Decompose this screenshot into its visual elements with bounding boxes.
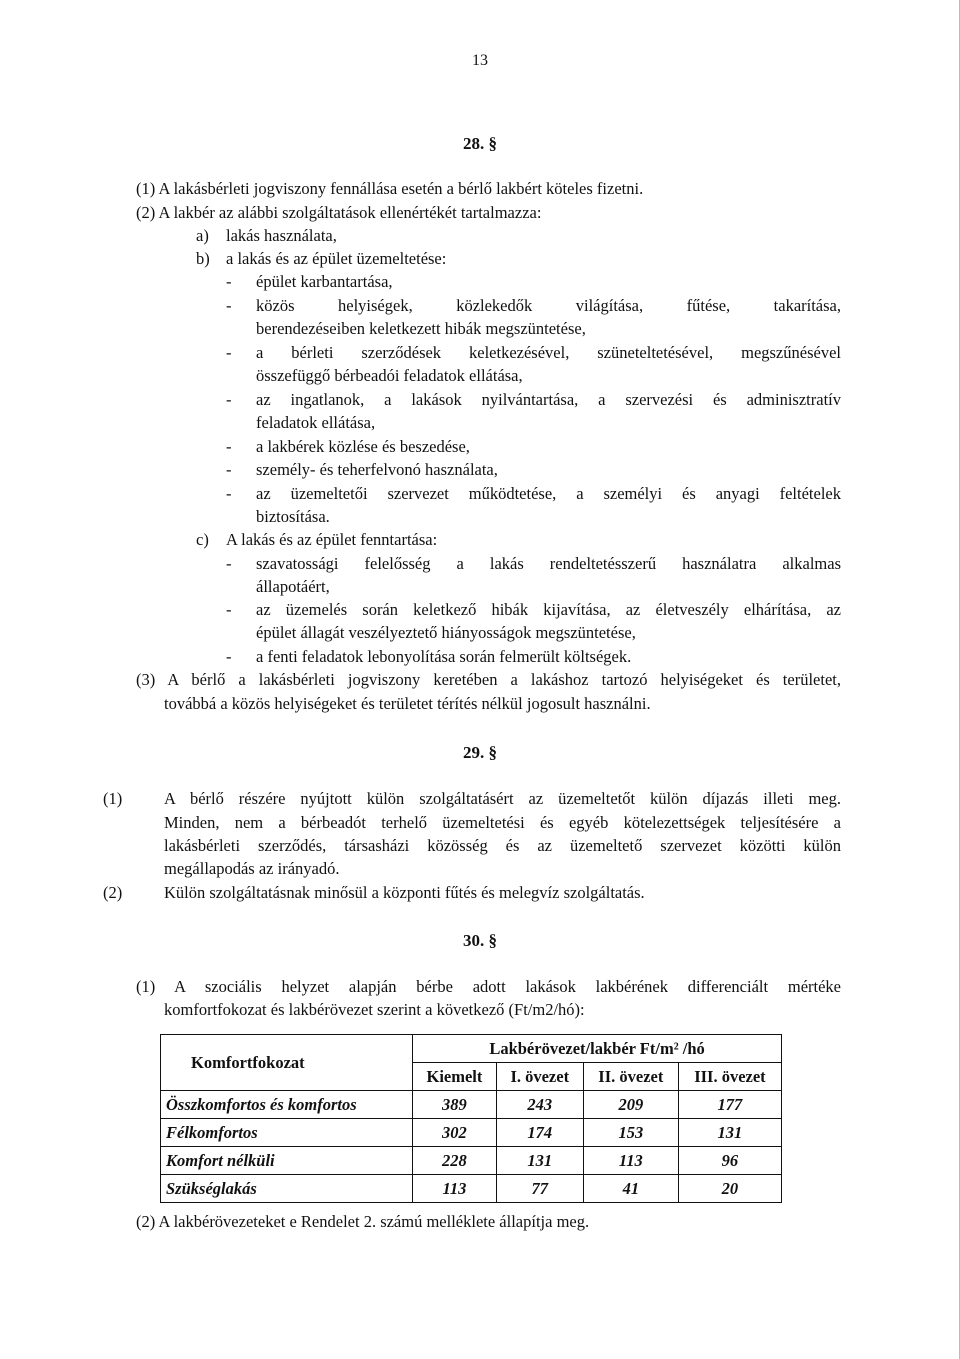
s28-c-item-2-cont: épület állagát veszélyeztető hiányosságok megszüntetése, <box>256 623 636 642</box>
table-col-head-komfortfokozat: Komfortfokozat <box>161 1035 413 1091</box>
s28-b-item-1: épület karbantartása, <box>256 272 393 291</box>
table-row-name: Szükséglakás <box>161 1175 413 1203</box>
s28-b-item-4-cont: feladatok ellátása, <box>256 413 376 432</box>
s28-b-item-2: közös helyiségek, közlekedők világítása, fűtése, takarítása, <box>256 296 841 315</box>
lakber-table <box>160 1034 782 1203</box>
table-cell: 20 <box>678 1175 781 1203</box>
table-cell: 174 <box>496 1119 583 1147</box>
s28-paragraph-3-cont: továbbá a közös helyiségeket és területet térítés nélkül jogosult használni. <box>164 694 651 713</box>
dash: - <box>226 484 232 503</box>
s28-b-item-3: a bérleti szerződések keletkezésével, szüneteltetésével, megszűnésével <box>256 343 841 362</box>
s28-b-item-2-cont: berendezéseiben keletkezett hibák megszüntetése, <box>256 319 586 338</box>
table-cell: 96 <box>678 1147 781 1175</box>
table-row-name: Félkomfortos <box>161 1119 413 1147</box>
s28-paragraph-2: (2) A lakbér az alábbi szolgáltatások ellenértékét tartalmazza: <box>136 203 542 222</box>
s28-b-item-5: a lakbérek közlése és beszedése, <box>256 437 470 456</box>
table-cell: 153 <box>583 1119 678 1147</box>
section-28-heading: 28. § <box>463 134 497 153</box>
s29-p1-label: (1) <box>103 789 123 808</box>
s28-item-b-text: a lakás és az épület üzemeltetése: <box>226 249 447 268</box>
s30-paragraph-1-cont: komfortfokozat és lakbérövezet szerint a következő (Ft/m2/hó): <box>164 1000 585 1019</box>
page-number: 13 <box>472 52 488 69</box>
section-30-heading: 30. § <box>463 931 497 950</box>
table-cell: 228 <box>413 1147 497 1175</box>
s29-p1-line-1: A bérlő részére nyújtott külön szolgáltatásért az üzemeltetőt külön díjazás illeti meg. <box>164 789 841 808</box>
table-row-name: Összkomfortos és komfortos <box>161 1091 413 1119</box>
table-cell: 131 <box>678 1119 781 1147</box>
table-row <box>161 1175 782 1203</box>
dash: - <box>226 296 232 315</box>
s28-c-item-1-cont: állapotáért, <box>256 577 330 596</box>
s28-b-item-4: az ingatlanok, a lakások nyilvántartása, a szervezési és adminisztratív <box>256 390 841 409</box>
table-row <box>161 1119 782 1147</box>
s28-item-a-label: a) <box>196 226 209 245</box>
dash: - <box>226 647 232 666</box>
s29-p2-text: Külön szolgáltatásnak minősül a központi fűtés és melegvíz szolgáltatás. <box>164 883 645 902</box>
dash: - <box>226 272 232 291</box>
table-zone-head: Kiemelt <box>413 1063 497 1091</box>
table-zone-head: III. övezet <box>678 1063 781 1091</box>
table-header-row <box>161 1035 782 1063</box>
table-row <box>161 1091 782 1119</box>
s28-item-c-text: A lakás és az épület fenntartása: <box>226 530 438 549</box>
table-cell: 389 <box>413 1091 497 1119</box>
table-cell: 243 <box>496 1091 583 1119</box>
s30-paragraph-1: (1) A szociális helyzet alapján bérbe adott lakások lakbérének differenciált mértéke <box>136 977 841 996</box>
dash: - <box>226 554 232 573</box>
dash: - <box>226 600 232 619</box>
s28-paragraph-1: (1) A lakásbérleti jogviszony fennállása esetén a bérlő lakbért köteles fizetni. <box>136 179 644 198</box>
table-cell: 41 <box>583 1175 678 1203</box>
table-row-name: Komfort nélküli <box>161 1147 413 1175</box>
table-zone-head: I. övezet <box>496 1063 583 1091</box>
table-row <box>161 1147 782 1175</box>
s29-p1-line-2: Minden, nem a bérbeadót terhelő üzemeltetési és egyéb kötelezettségek teljesítésére a <box>164 813 841 832</box>
dash: - <box>226 460 232 479</box>
table-zone-head: II. övezet <box>583 1063 678 1091</box>
s28-c-item-2: az üzemelés során keletkező hibák kijavítása, az életveszély elhárítása, az <box>256 600 841 619</box>
dash: - <box>226 390 232 409</box>
s29-p1-line-4: megállapodás az irányadó. <box>164 859 340 878</box>
table-cell: 77 <box>496 1175 583 1203</box>
s28-c-item-3: a fenti feladatok lebonyolítása során felmerült költségek. <box>256 647 632 666</box>
s28-item-a-text: lakás használata, <box>226 226 337 245</box>
s28-b-item-6: személy- és teherfelvonó használata, <box>256 460 498 479</box>
s28-paragraph-3: (3) A bérlő a lakásbérleti jogviszony keretében a lakáshoz tartozó helyiségeket és területet, <box>136 670 841 689</box>
table-cell: 302 <box>413 1119 497 1147</box>
s30-paragraph-2: (2) A lakbérövezeteket e Rendelet 2. számú melléklete állapítja meg. <box>136 1212 590 1231</box>
table-cell: 113 <box>413 1175 497 1203</box>
section-29-heading: 29. § <box>463 743 497 762</box>
s29-p1-line-3: lakásbérleti szerződés, társasházi közösség és az üzemeltető szervezet közötti külön <box>164 836 841 855</box>
s28-b-item-7: az üzemeltetői szervezet működtetése, a személyi és anyagi feltételek <box>256 484 841 503</box>
s28-item-c-label: c) <box>196 530 209 549</box>
table-cell: 131 <box>496 1147 583 1175</box>
s29-p2-label: (2) <box>103 883 123 902</box>
table-cell: 209 <box>583 1091 678 1119</box>
table-col-head-group: Lakbérövezet/lakbér Ft/m² /hó <box>413 1035 782 1063</box>
s28-c-item-1: szavatossági felelősség a lakás rendeltetésszerű használatra alkalmas <box>256 554 841 573</box>
s28-item-b-label: b) <box>196 249 210 268</box>
table-cell: 113 <box>583 1147 678 1175</box>
table-cell: 177 <box>678 1091 781 1119</box>
s28-b-item-3-cont: összefüggő bérbeadói feladatok ellátása, <box>256 366 523 385</box>
s28-b-item-7-cont: biztosítása. <box>256 507 330 526</box>
dash: - <box>226 437 232 456</box>
dash: - <box>226 343 232 362</box>
